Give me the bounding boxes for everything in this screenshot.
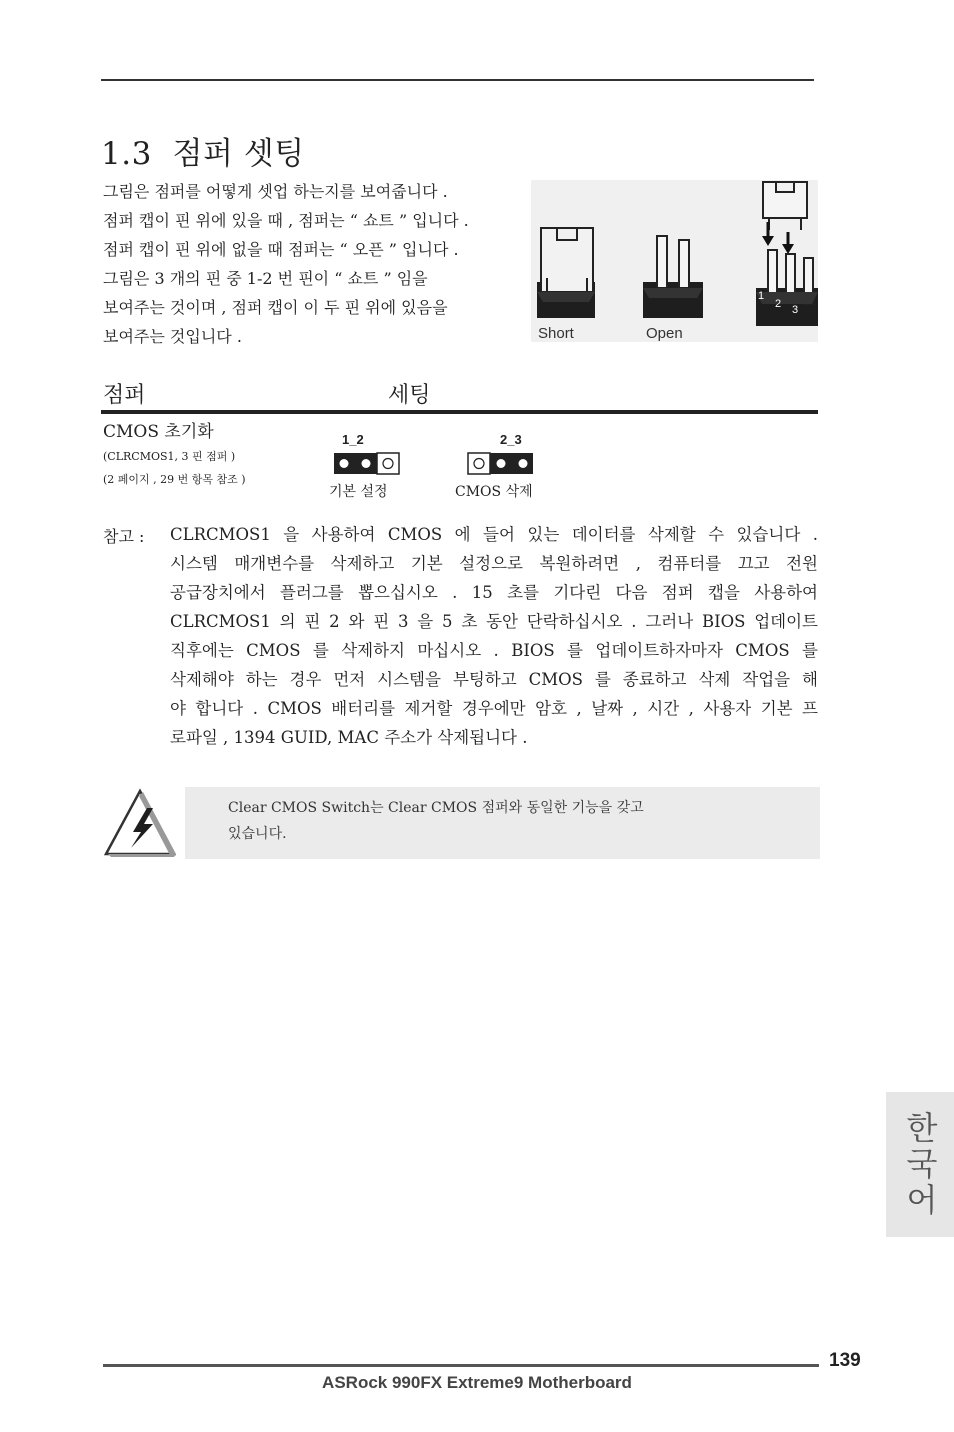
language-label: 한국어 — [901, 1110, 939, 1219]
section-number: 1.3 — [101, 136, 152, 172]
note-line: CLRCMOS1 을 사용하여 CMOS 에 들어 있는 데이터를 삭제할 수 있습니다 . — [170, 525, 818, 544]
short-label: Short — [538, 325, 574, 342]
top-rule — [101, 79, 814, 81]
footer-title: ASRock 990FX Extreme9 Motherboard — [322, 1373, 632, 1392]
section-title — [101, 128, 305, 173]
note-text — [170, 520, 818, 752]
jumper-figure — [531, 180, 818, 342]
jumper-illustration — [531, 180, 818, 342]
row-reference: (2 페이지 , 29 번 항목 참조 ) — [103, 473, 246, 486]
intro-line: 점퍼 캡이 핀 위에 있을 때 , 점퍼는 “ 쇼트 ” 입니다 . — [103, 211, 469, 230]
table-header-rule — [101, 410, 818, 414]
intro-text — [103, 177, 533, 351]
note-line: 시스템 매개변수를 삭제하고 기본 설정으로 복원하려면 , 컴퓨터를 끄고 전원 — [170, 554, 818, 573]
three-pin-jumper — [756, 182, 818, 326]
row-name: CMOS 초기화 — [103, 422, 214, 442]
clear-pins-label: 2_3 — [500, 432, 522, 447]
table-header-jumper: 점퍼 — [103, 383, 146, 408]
pin-number-2: 2 — [775, 298, 782, 310]
default-jumper-diagram — [333, 452, 400, 475]
warning-icon — [103, 788, 177, 858]
note-line: 야 합니다 . CMOS 배터리를 제거할 경우에만 암호 , 날짜 , 시간 , 사용자 기본 프 — [170, 699, 818, 718]
pin-number-1: 1 — [758, 290, 765, 302]
open-label: Open — [646, 325, 683, 342]
intro-line: 그림은 점퍼를 어떻게 셋업 하는지를 보여줍니다 . — [103, 182, 448, 201]
row-header-id: (CLRCMOS1, 3 핀 점퍼 ) — [103, 450, 236, 463]
intro-line: 그림은 3 개의 핀 중 1-2 번 핀이 “ 쇼트 ” 임을 — [103, 269, 428, 288]
default-pins-label: 1_2 — [342, 432, 364, 447]
clear-jumper-diagram — [467, 452, 534, 475]
intro-line: 보여주는 것이며 , 점퍼 캡이 이 두 핀 위에 있음을 — [103, 298, 448, 317]
note-line: 삭제해야 하는 경우 먼저 시스템을 부팅하고 CMOS 를 종료하고 삭제 작업을 해 — [170, 670, 818, 689]
section-title-text: 점퍼 셋팅 — [172, 136, 305, 172]
intro-line: 보여주는 것입니다 . — [103, 327, 242, 346]
table-header-setting: 세팅 — [388, 383, 431, 408]
warning-line: 있습니다. — [228, 826, 287, 842]
language-tab-text — [886, 1092, 954, 1237]
warning-line: Clear CMOS Switch는 Clear CMOS 점퍼와 동일한 기능을 갖고 — [228, 800, 644, 816]
note-label: 참고 : — [103, 527, 145, 546]
note-line: CLRCMOS1 의 핀 2 와 핀 3 을 5 초 동안 단락하십시오 . 그러나 BIOS 업데이트 — [170, 612, 818, 631]
footer-rule — [103, 1364, 819, 1367]
page-number: 139 — [829, 1350, 861, 1371]
clear-caption: CMOS 삭제 — [455, 484, 533, 500]
note-line: 공급장치에서 플러그를 뽑으십시오 . 15 초를 기다린 다음 점퍼 캡을 사용하여 — [170, 583, 818, 602]
note-line: 로파일 , 1394 GUID, MAC 주소가 삭제됩니다 . — [170, 728, 528, 747]
intro-line: 점퍼 캡이 핀 위에 없을 때 점퍼는 “ 오픈 ” 입니다 . — [103, 240, 459, 259]
short-jumper — [537, 228, 595, 318]
note-line: 직후에는 CMOS 를 삭제하지 마십시오 . BIOS 를 업데이트하자마자 CMOS 를 — [170, 641, 818, 660]
pin-number-3: 3 — [792, 304, 799, 316]
open-jumper — [643, 236, 703, 318]
default-caption: 기본 설정 — [329, 484, 388, 500]
warning-text — [228, 795, 644, 847]
